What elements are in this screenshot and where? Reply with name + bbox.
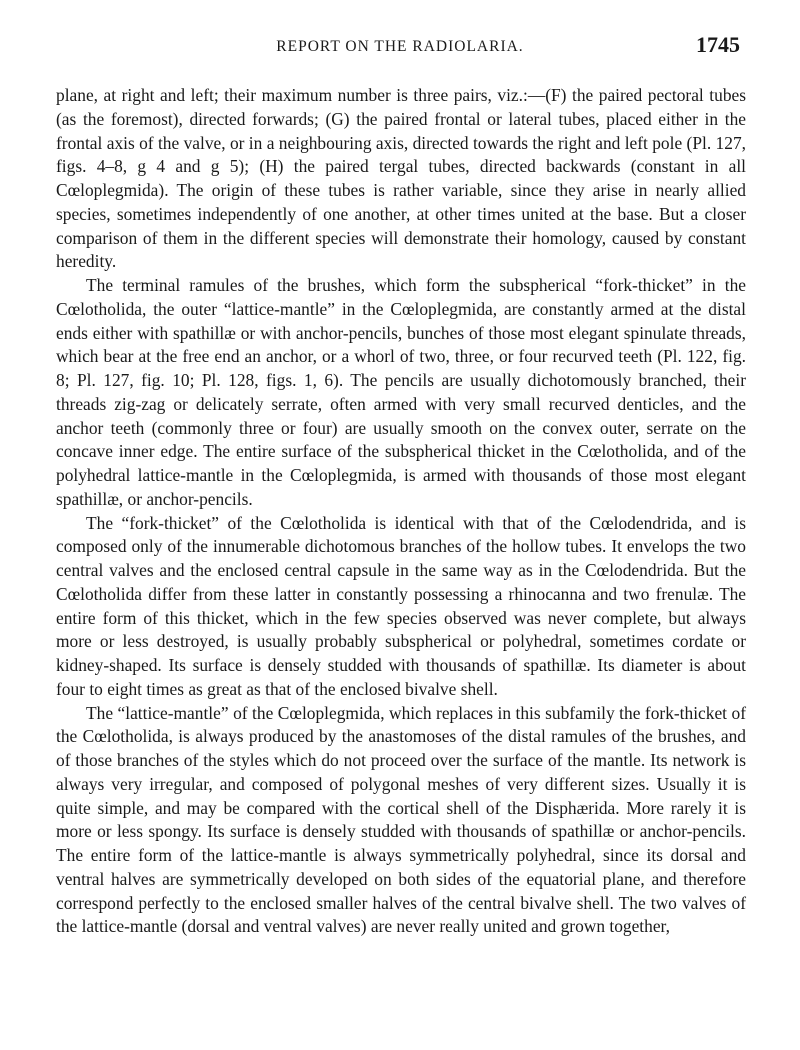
paragraph-continued: plane, at right and left; their maximum number is three pairs, viz.:—(F) the paired pectoral tubes (as the foremost), directed forwards; (G) the paired frontal or lateral tubes, placed either in the frontal axis of the valve, or in a neighbouring axis, directed towards the right and left pole (Pl. 127, figs. 4–8, g 4 and g 5); (H) the paired tergal tubes, directed backwards (constant in all Cœloplegmida). The origin of these tubes is rather variable, since they arise in nearly allied species, sometimes independently of one another, at other times united at the base. But a closer comparison of them in the different species will demonstrate their homology, caused by constant heredity. [56, 85, 746, 272]
paragraph-fork-thicket: The “fork-thicket” of the Cœlotholida is identical with that of the Cœlodendrida, and is composed only of the innumerable dichotomous branches of the hollow tubes. It envelops the two central valves and the enclosed central capsule in the same way as in the Cœlodendrida. But the Cœlotholida differ from these latter in constantly possessing a rhinocanna and two frenulæ. The entire form of this thicket, which in the few species observed was never complete, but always more or less destroyed, is usually probably subspherical or polyhedral, sometimes cordate or kidney-shaped. Its surface is densely studded with thousands of spathillæ. Its diameter is about four to eight times as great as that of the enclosed bivalve shell. [56, 512, 746, 699]
body-text [56, 84, 746, 939]
paragraph-terminal-ramules: The terminal ramules of the brushes, which form the subspherical “fork-thicket” in the Cœlotholida, the outer “lattice-mantle” in the Cœloplegmida, are constantly armed at the distal ends either with spathillæ or with anchor-pencils, bunches of those most elegant spinulate threads, which bear at the free end an anchor, or a whorl of two, three, or four recurved teeth (Pl. 122, fig. 8; Pl. 127, fig. 10; Pl. 128, figs. 1, 6). The pencils are usually dichotomously branched, their threads zig-zag or delicately serrate, often armed with very small recurved denticles, and the anchor teeth (commonly three or four) are usually smooth on the convex outer, serrate on the concave inner edge. The entire surface of the subspherical thicket in the Cœlotholida, and of the polyhedral lattice-mantle in the Cœloplegmida, is armed with thousands of those most elegant spathillæ, or anchor-pencils. [56, 275, 746, 509]
page-number: 1745 [696, 32, 740, 57]
running-title: REPORT ON THE RADIOLARIA. [276, 38, 524, 55]
running-header [56, 32, 744, 58]
paragraph-lattice-mantle: The “lattice-mantle” of the Cœloplegmida, which replaces in this subfamily the fork-thicket of the Cœlotholida, is always produced by the anastomoses of the distal ramules of the brushes, and of those branches of the styles which do not proceed over the surface of the mantle. Its network is always very irregular, and composed of polygonal meshes of very different sizes. Usually it is quite simple, and may be compared with the cortical shell of the Disphærida. More rarely it is more or less spongy. Its surface is densely studded with thousands of spathillæ or anchor-pencils. The entire form of the lattice-mantle is always symmetrically polyhedral, since its dorsal and ventral halves are symmetrically developed on both sides of the equatorial plane, and therefore correspond perfectly to the enclosed smaller halves of the central bivalve shell. The two valves of the lattice-mantle (dorsal and ventral valves) are never really united and grown together, [56, 702, 746, 937]
